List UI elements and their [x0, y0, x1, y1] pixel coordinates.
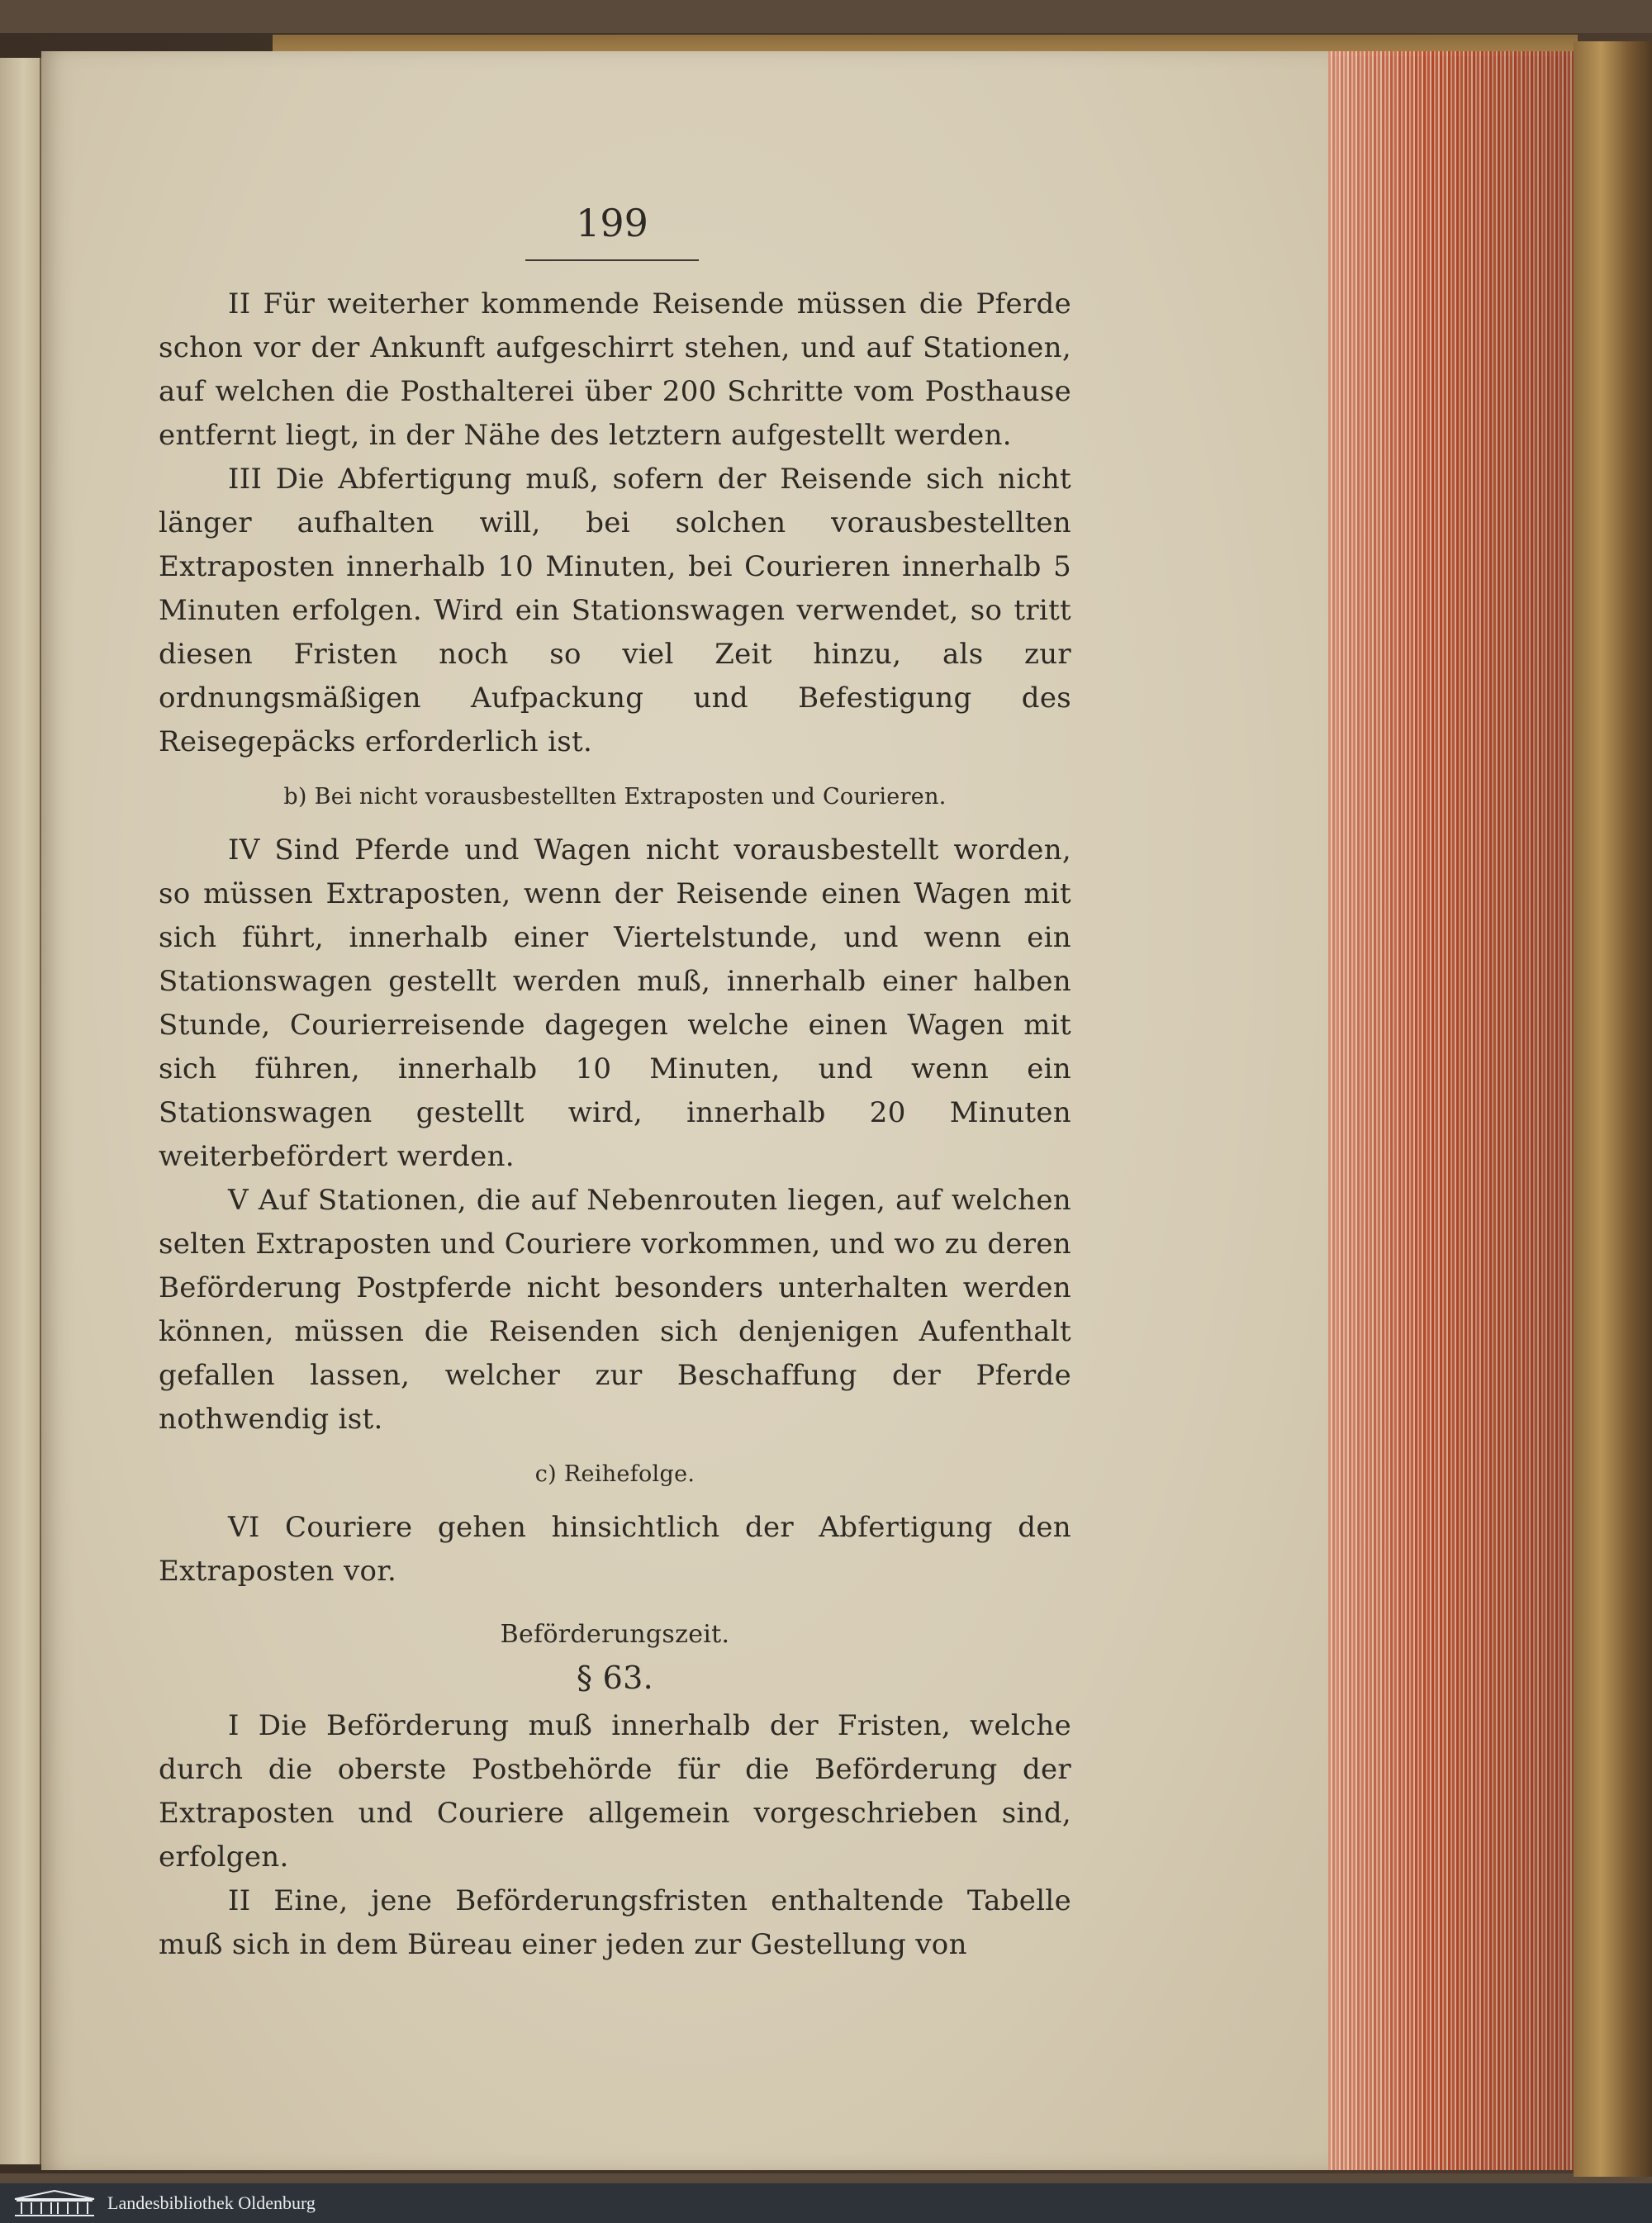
- paragraph-iii: III Die Abfertigung muß, sofern der Reisende sich nicht länger aufhalten will, bei solchen vorausbestellten Extraposten innerhalb 10 Minuten, bei Courieren innerhalb 5 Minuten erfolgen. Wird ein Stationswagen verwendet, so tritt diesen Fristen noch so viel Zeit hinzu, als zur ordnungsmäßigen Aufpackung und Befestigung des Reisegepäcks erforderlich ist.: [159, 463, 1071, 758]
- paragraph-iv: IV Sind Pferde und Wagen nicht vorausbestellt worden, so müssen Extraposten, wenn der Reisende einen Wagen mit sich führt, innerhalb einer Viertelstunde, und wenn ein Stationswagen gestellt werden muß, innerhalb einer halben Stunde, Courierreisende dagegen welche einen Wagen mit sich führen, innerhalb 10 Minuten, und wenn ein Stationswagen gestellt wird, innerhalb 20 Minuten weiterbefördert werden.: [159, 834, 1071, 1173]
- section-title: Beförderungszeit.: [500, 1620, 730, 1649]
- paragraph-v: V Auf Stationen, die auf Nebenrouten liegen, auf welchen selten Extraposten und Couriere vorkommen, und wo zu deren Beförderung Postpferde nicht besonders unterhalten werden können, müssen die Reisenden sich denjenigen Aufenthalt gefallen lassen, welcher zur Beschaffung der Pferde nothwendig ist.: [159, 1184, 1071, 1436]
- page-number-rule: [525, 259, 699, 261]
- library-building-icon: [12, 2189, 97, 2217]
- paragraph-vi: VI Couriere gehen hinsichtlich der Abfertigung den Extraposten vor.: [159, 1511, 1071, 1588]
- page-text: [159, 283, 1071, 1967]
- section-number: § 63.: [576, 1660, 653, 1696]
- page-block-shading: [1328, 51, 1576, 2170]
- book-cover-edge: [1574, 41, 1652, 2177]
- subheading-b: b) Bei nicht vorausbestellten Extraposten und Courieren.: [283, 784, 947, 810]
- subheading-c: c) Reihefolge.: [534, 1461, 695, 1487]
- paragraph-63-ii: II Eine, jene Beförderungsfristen enthaltende Tabelle muß sich in dem Büreau einer jeden zur Gestellung von: [159, 1884, 1071, 1961]
- previous-page-edge: [0, 58, 42, 2164]
- paragraph-63-i: I Die Beförderung muß innerhalb der Fristen, welche durch die oberste Postbehörde für die Beförderung der Extraposten und Couriere allgemein vorgeschrieben sind, erfolgen.: [159, 1709, 1071, 1874]
- paragraph-ii: II Für weiterher kommende Reisende müssen die Pferde schon vor der Ankunft aufgeschirrt stehen, und auf Stationen, auf welchen die Posthalterei über 200 Schritte vom Posthause entfernt liegt, in der Nähe des letztern aufgestellt werden.: [159, 287, 1071, 452]
- page-number: 199: [576, 201, 648, 245]
- library-name: Landesbibliothek Oldenburg: [107, 2192, 316, 2213]
